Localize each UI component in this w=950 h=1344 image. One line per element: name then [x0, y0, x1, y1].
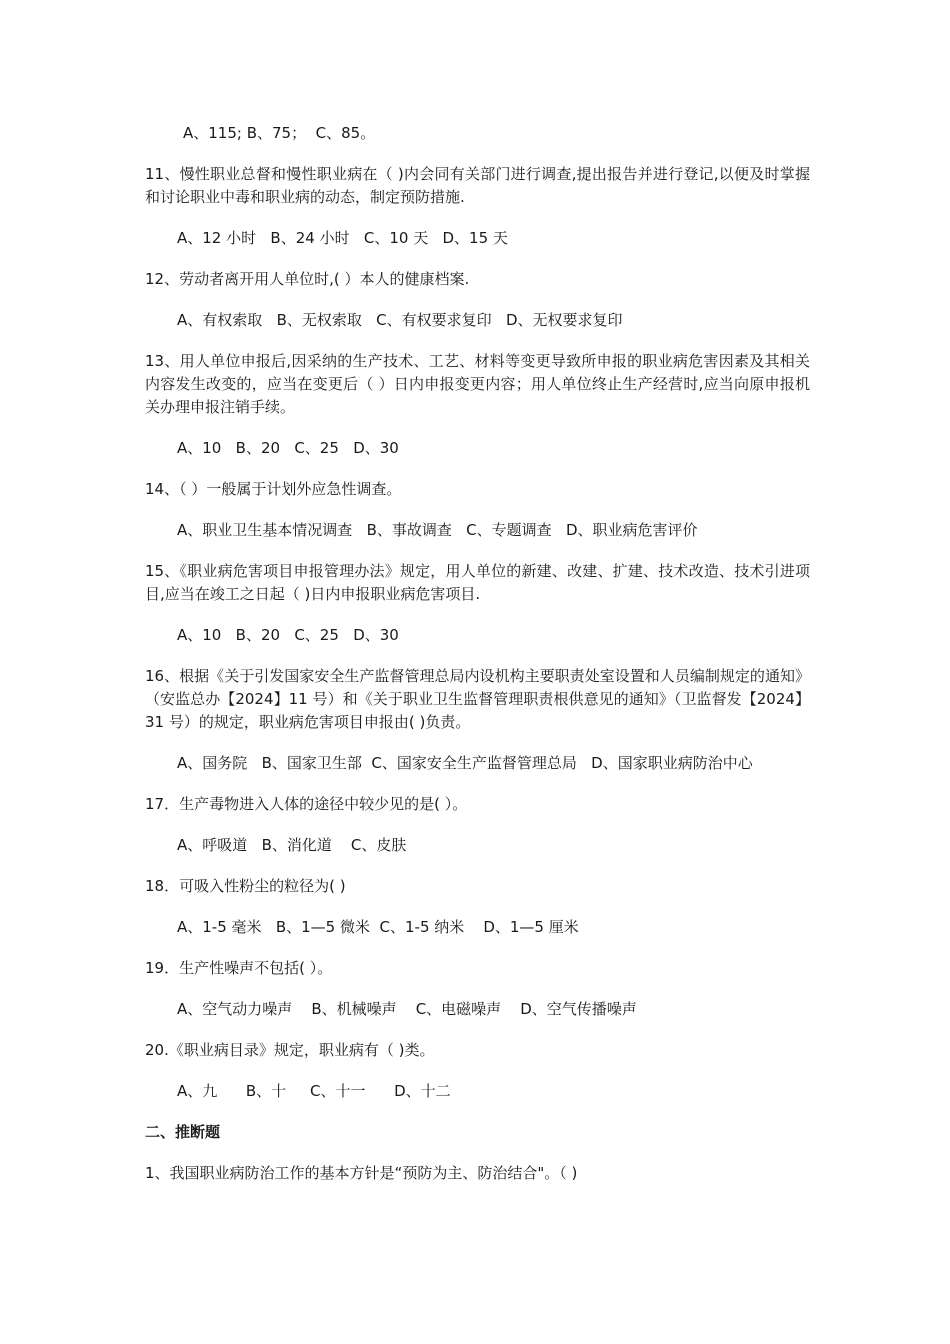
question-text: 20.《职业病目录》规定，职业病有（ )类。: [145, 1041, 435, 1059]
question-text: 11、慢性职业总督和慢性职业病在（ )内会同有关部门进行调查,提出报告并进行登记,以便及时掌握和讨论职业中毒和职业病的动态，制定预防措施.: [145, 165, 810, 206]
answer-options: A、115; B、75； C、85。: [183, 124, 376, 142]
question-text: 19．生产性噪声不包括( ）。: [145, 959, 333, 977]
section-heading: 二、推断题: [145, 1123, 221, 1141]
question-text: 12、劳动者离开用人单位时,( ）本人的健康档案.: [145, 270, 470, 288]
question-text: 15、《职业病危害项目申报管理办法》规定，用人单位的新建、改建、扩建、技术改造、技术引进项目,应当在竣工之日起（ )日内申报职业病危害项目.: [145, 562, 810, 603]
answer-options: A、职业卫生基本情况调查 B、事故调查 C、专题调查 D、职业病危害评价: [177, 521, 698, 539]
answer-options: A、空气动力噪声 B、机械噪声 C、电磁噪声 D、空气传播噪声: [177, 1000, 637, 1018]
question-text: 1、我国职业病防治工作的基本方针是“预防为主、防治结合"。（ ): [145, 1164, 578, 1182]
question-text: 16、根据《关于引发国家安全生产监督管理总局内设机构主要职责处室设置和人员编制规定的通知》（安监总办【2024】11 号）和《关于职业卫生监督管理职责根供意见的通知》（卫监督发【2024】31 号）的规定，职业病危害项目申报由( )负责。: [145, 667, 810, 731]
question-text: 14、（ ）一般属于计划外应急性调查。: [145, 480, 402, 498]
answer-options: A、1-5 毫米 B、1—5 微米 C、1-5 纳米 D、1—5 厘米: [177, 918, 579, 936]
question-text: 17．生产毒物进入人体的途径中较少见的是( ）。: [145, 795, 468, 813]
answer-options: A、10 B、20 C、25 D、30: [177, 439, 399, 457]
question-text: 18．可吸入性粉尘的粒径为( ): [145, 877, 346, 895]
answer-options: A、有权索取 B、无权索取 C、有权要求复印 D、无权要求复印: [177, 311, 623, 329]
question-text: 13、用人单位申报后,因采纳的生产技术、工艺、材料等变更导致所申报的职业病危害因素及其相关内容发生改变的，应当在变更后（ ）日内申报变更内容；用人单位终止生产经营时,应当向原申报机关办理申报注销手续。: [145, 352, 810, 416]
answer-options: A、呼吸道 B、消化道 C、皮肤: [177, 836, 407, 854]
answer-options: A、国务院 B、国家卫生部 C、国家安全生产监督管理总局 D、国家职业病防治中心: [177, 754, 753, 772]
question-list: [145, 122, 810, 1203]
answer-options: A、10 B、20 C、25 D、30: [177, 626, 399, 644]
answer-options: A、九 B、十 C、十一 D、十二: [177, 1082, 451, 1100]
answer-options: A、12 小时 B、24 小时 C、10 天 D、15 天: [177, 229, 508, 247]
